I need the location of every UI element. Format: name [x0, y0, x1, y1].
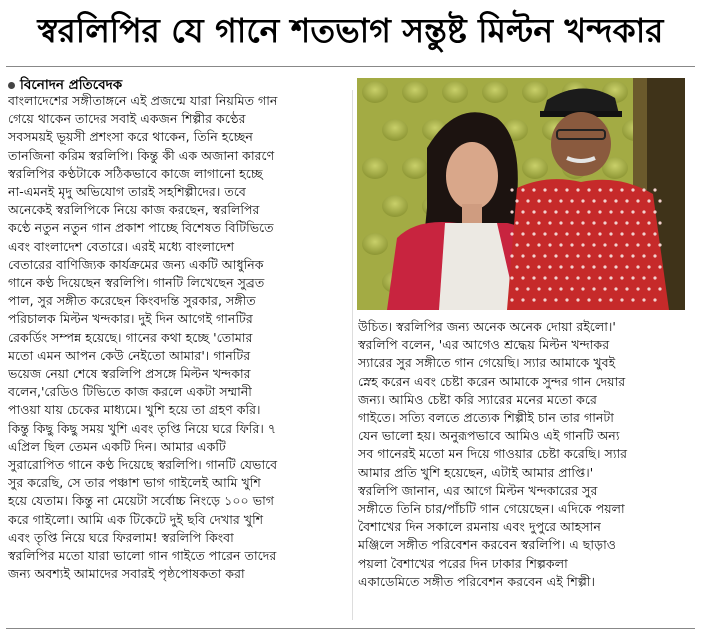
left-column-line: পাওয়া যায় চেকের মাধ্যমে। খুশি হয়ে তা গ্রহণ করি। — [8, 402, 261, 418]
right-column-line: স্যারের সুর সঙ্গীতে গান গেয়েছি। স্যার আমাকে খুবই — [358, 355, 616, 371]
left-column-line: পরিচালক মিল্টন খন্দকার। দুই দিন আগেই গানটির — [8, 311, 253, 327]
article-photo — [357, 78, 685, 310]
right-column-line: স্নেহ করেন এবং চেষ্টা করেন আমাকে সুন্দর গান দেয়ার — [358, 373, 626, 389]
left-column-line: কিন্তু কিছু কিছু সময় খুশি এবং তৃপ্তি নিয়ে ঘরে ফিরি। ৭ — [8, 420, 277, 436]
article-column-right — [358, 318, 694, 618]
article-column-left — [8, 92, 350, 627]
right-column-line: স্বরলিপি বলেন, 'এর আগেও শ্রদ্ধেয় মিল্টন খন্দাকর — [358, 337, 610, 353]
left-column-line: জন্য অবশ্যই আমাদের সবারই পৃষ্ঠপোষকতা করা — [8, 566, 245, 582]
left-column-line: করে গাইলো। আমি এক টিকেটে দুই ছবি দেখার খুশি — [8, 511, 264, 527]
headline-divider — [6, 66, 695, 67]
left-column-line: সুর করেছি, সে তার পঞ্চাশ ভাগ গাইলেই আমি খুশি — [8, 475, 261, 491]
photo-illustration — [357, 78, 685, 310]
left-column-line: স্বরলিপির কণ্ঠটাকে সঠিকভাবে কাজে লাগানো হচ্ছে — [8, 165, 263, 181]
right-column-line: যেন ভালো হয়। অনুরূপভাবে আমিও এই গানটি অন্য — [358, 428, 620, 444]
right-column-line: স্বরলিপি জানান, এর আগে মিল্টন খন্দকারের সুর — [358, 482, 598, 498]
left-column-line: পাল, সুর সঙ্গীত করেছেন কিংবদন্তি সুরকার, সঙ্গীত — [8, 293, 256, 309]
left-column-line: রেকর্ডিং সম্পন্ন হয়েছে। গানের কথা হচ্ছে 'তোমার — [8, 329, 253, 345]
right-column-line: একাডেমিতে সঙ্গীত পরিবেশন করবেন এই শিল্পী। — [358, 573, 595, 589]
left-column-line: বাংলাদেশের সঙ্গীতাঙ্গনে এই প্রজন্মে যারা নিয়মিত গান — [8, 93, 278, 108]
left-column-line: কণ্ঠে নতুন নতুন গান প্রকাশ পাচ্ছে বিশেষত বিটিভিতে — [8, 220, 274, 236]
left-column-line: গানে কণ্ঠ দিয়েছেন স্বরলিপি। গানটি লিখেছেন সুব্রত — [8, 275, 265, 291]
left-column-line: তানজিনা করিম স্বরলিপি। কিন্তু কী এক অজানা কারণে — [8, 147, 275, 163]
left-column-line: হয়ে যেতাম। কিন্তু না মেয়েটা সর্বোচ্চ নিংড়ে ১০০ ভাগ — [8, 493, 275, 509]
right-column-line: মঞ্জিলে সঙ্গীত পরিবেশন করবেন স্বরলিপি। এ ছাড়াও — [358, 537, 616, 553]
column-divider — [352, 90, 353, 620]
bullet-icon — [8, 82, 15, 89]
right-column-line: সব গানেরই মতো মন দিয়ে গাওয়ার চেষ্টা করেছি। স্যার — [358, 446, 628, 462]
right-column-line: পয়লা বৈশাখের পরের দিন ঢাকার শিল্পকলা — [358, 555, 568, 571]
right-column-line: আমার প্রতি খুশি হয়েছেন, এটাই আমার প্রাপ্তি।' — [358, 464, 594, 480]
left-column-line: মতো এমন আপন কেউ নেইতো আমার'। গানটির — [8, 347, 251, 363]
right-column-line: সঙ্গীতে তিনি চার/পাঁচটি গান গেয়েছেন। এদিকে পয়লা — [358, 501, 625, 517]
left-column-line: সবসময়ই ভূয়সী প্রশংসা করে থাকেন, তিনি হচ্ছেন — [8, 129, 253, 145]
left-column-line: বেতারের বাণিজ্যিক কার্যক্রমের জন্য একটি আধুনিক — [8, 256, 264, 272]
left-column-line: সুরারোপিত গানে কণ্ঠ দিয়েছে স্বরলিপি। গানটি যেভাবে — [8, 457, 278, 473]
right-column-line: বৈশাখের দিন সকালে রমনায় এবং দুপুরে আহসান — [358, 519, 601, 535]
left-column-line: অনেকেই স্বরলিপিকে নিয়ে কাজ করছেন, স্বরলিপির — [8, 202, 260, 218]
left-column-line: স্বরলিপির মতো যারা ভালো গান গাইতে পারেন তাদের — [8, 548, 277, 564]
right-column-line: উচিত। স্বরলিপির জন্য অনেক অনেক দোয়া রইলো।' — [358, 319, 616, 334]
left-column-line: এবং তৃপ্তি নিয়ে ঘরে ফিরলাম! স্বরলিপি কিংবা — [8, 529, 234, 545]
left-column-line: না-এমনই মৃদু অভিযোগ তারই সহশিল্পীদের। তবে — [8, 184, 246, 200]
headline: স্বরলিপির যে গানে শতভাগ সন্তুষ্ট মিল্টন খন্দকার — [37, 11, 664, 50]
left-column-line: এপ্রিল ছিল তেমন একটি দিন। আমার একটি — [8, 438, 226, 454]
right-column-line: জন্য। আমিও চেষ্টা করি স্যারের মনের মতো করে — [358, 391, 597, 407]
left-column-line: গেয়ে থাকেন তাদের সবাই একজন শিল্পীর কণ্ঠের — [8, 111, 246, 127]
left-column-line: বলেন,'রেডিও টিভিতে কাজ করলে একটা সম্মানী — [8, 384, 252, 400]
bottom-divider — [6, 628, 695, 629]
byline-text: বিনোদন প্রতিবেদক — [20, 77, 123, 93]
left-column-line: ভয়েজ নেয়া শেষে স্বরলিপি প্রসঙ্গে মিল্টন খন্দকার — [8, 366, 251, 382]
left-column-line: এবং বাংলাদেশ বেতারে। এরই মধ্যে বাংলাদেশ — [8, 238, 235, 254]
right-column-line: গাইতে। সত্যি বলতে প্রত্যেক শিল্পীই চান তার গানটা — [358, 410, 614, 426]
